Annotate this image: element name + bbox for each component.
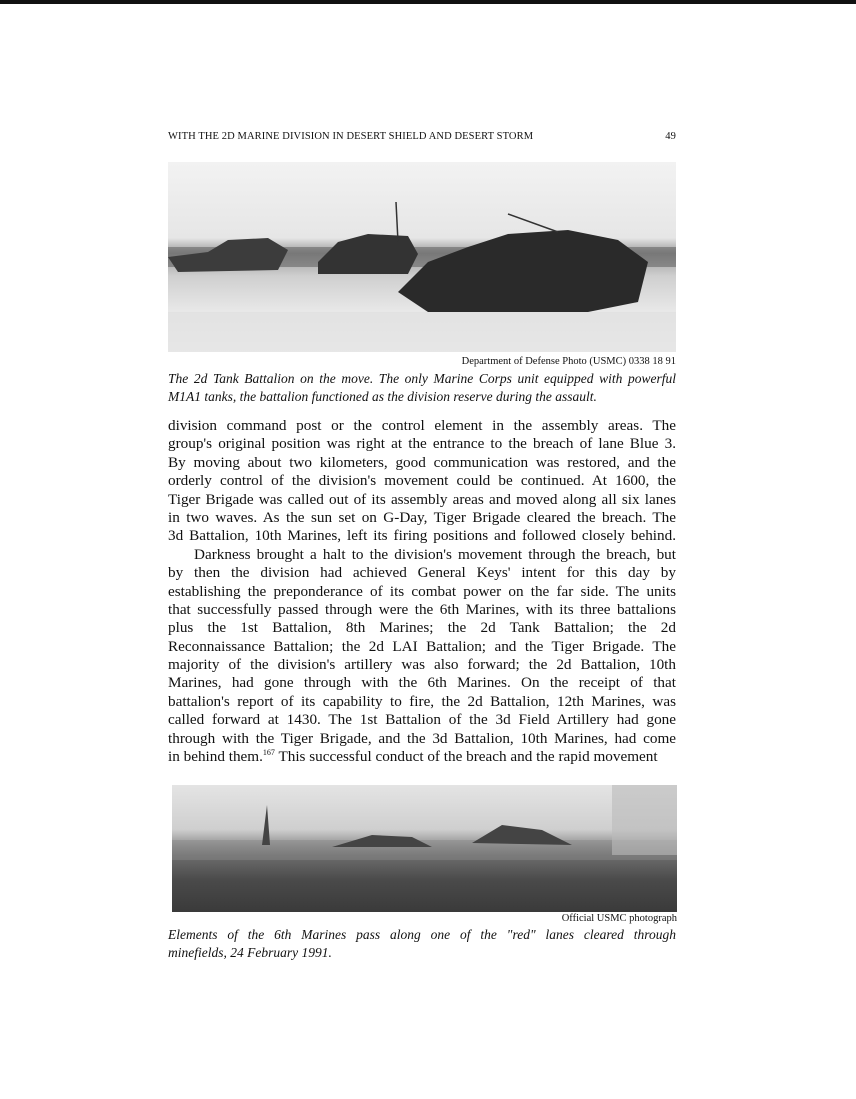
body-line: division command post or the control element in the assembly areas. The (168, 417, 676, 434)
body-line: by then the division had achieved General Keys' intent for this day by (168, 564, 676, 582)
body-line: Reconnaissance Battalion; the 2d LAI Battalion; and the Tiger Brigade. The (168, 637, 676, 655)
body-line: By moving about two kilometers, good communication was restored, and the (168, 453, 676, 471)
sixth-marines-photo (172, 785, 677, 912)
caption-line: minefields, 24 February 1991. (168, 944, 332, 960)
body-line: Darkness brought a halt to the division's movement through the breach, but (194, 545, 676, 563)
caption-line: M1A1 tanks, the battalion functioned as the division reserve during the assault. (168, 388, 597, 404)
body-line: plus the 1st Battalion, 8th Marines; the 2d Tank Battalion; the 2d (168, 619, 676, 637)
running-header (168, 131, 676, 142)
page-top-rule (0, 0, 856, 4)
caption-line: The 2d Tank Battalion on the move. The only Marine Corps unit equipped with powerful (168, 371, 676, 386)
body-line-part: in behind them. (168, 748, 263, 766)
photo-credit-1: Department of Defense Photo (USMC) 0338 18 91 (461, 356, 676, 367)
body-text (168, 417, 676, 766)
body-line: orderly control of the division's movement could be continued. At 1600, the (168, 472, 676, 490)
body-line: majority of the division's artillery was also forward; the 2d Battalion, 10th (168, 656, 676, 674)
marines-photo-illustration (172, 785, 677, 912)
body-line-part: This successful conduct of the breach and the rapid movement (274, 748, 658, 766)
body-line-last (168, 748, 676, 766)
figure-caption-1 (168, 370, 676, 405)
running-title: WITH THE 2D MARINE DIVISION IN DESERT SHIELD AND DESERT STORM (168, 131, 534, 142)
body-line: Marines, had gone through with the 6th Marines. On the receipt of that (168, 674, 676, 692)
page-number: 49 (665, 131, 676, 142)
body-line: through with the Tiger Brigade, and the 3d Battalion, 10th Marines, had come (168, 729, 676, 747)
body-line: called forward at 1430. The 1st Battalion of the 3d Field Artillery had gone (168, 711, 676, 729)
tank-battalion-photo (168, 162, 676, 352)
body-line: 3d Battalion, 10th Marines, left its firing positions and followed closely behind. (168, 527, 676, 545)
body-line: establishing the preponderance of its combat power on the far side. The units (168, 582, 676, 600)
body-line: that successfully passed through were the 6th Marines, with its three battalions (168, 600, 676, 618)
footnote-ref: 167 (262, 747, 275, 757)
tank-photo-illustration (168, 162, 676, 352)
figure-caption-2 (168, 926, 676, 961)
body-line: battalion's report of its capability to fire, the 2d Battalion, 12th Marines, was (168, 692, 676, 710)
body-line: in two waves. As the sun set on G-Day, Tiger Brigade cleared the breach. The (168, 508, 676, 526)
photo-credit-2: Official USMC photograph (561, 913, 677, 924)
body-line: Tiger Brigade was called out of its assembly areas and moved along all six lanes (168, 490, 676, 508)
caption-line: Elements of the 6th Marines pass along one of the "red" lanes cleared through (168, 927, 676, 942)
body-line: group's original position was right at the entrance to the breach of lane Blue 3. (168, 435, 676, 453)
